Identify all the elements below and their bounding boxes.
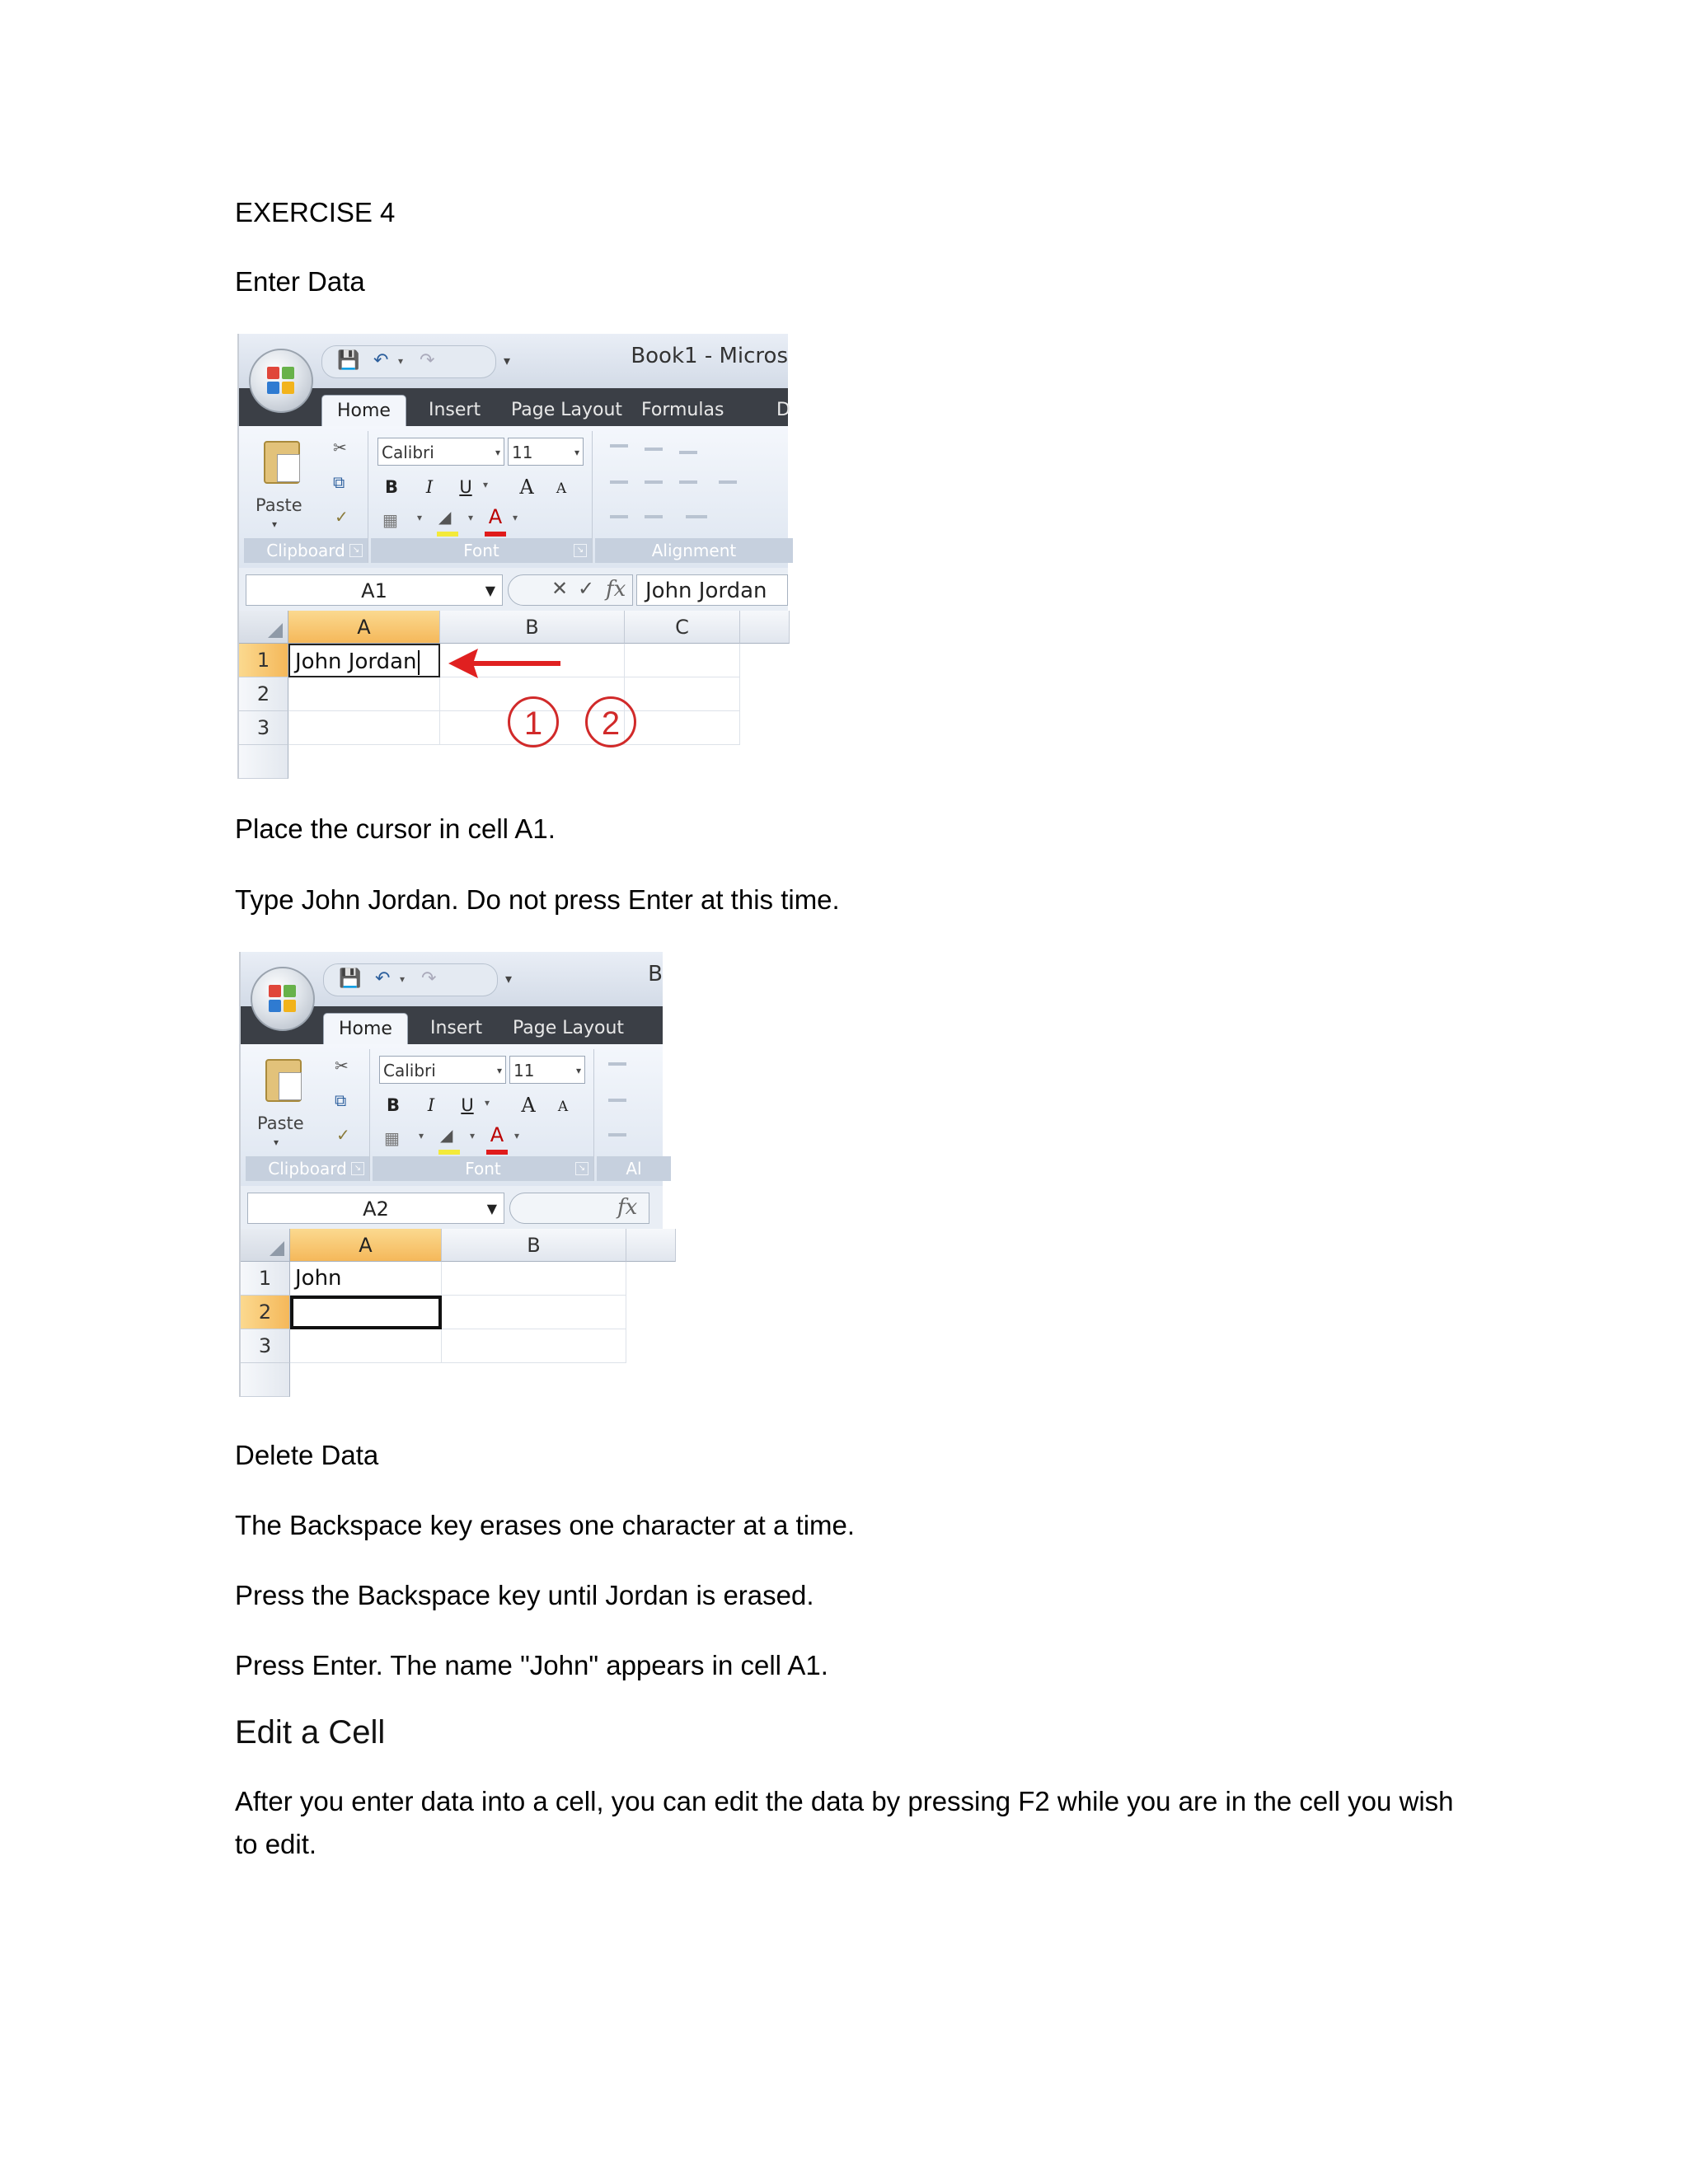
paste-dropdown-icon: ▾ (272, 518, 278, 530)
quick-access-toolbar (321, 345, 511, 378)
fill-color-bar (437, 532, 458, 537)
row-header-1: 1 (241, 1262, 290, 1296)
save-icon: 💾 (337, 350, 360, 371)
italic-button: I (427, 1095, 435, 1115)
quick-access-toolbar (323, 963, 513, 996)
step-2-text: Type John Jordan. Do not press Enter at this time. (235, 884, 840, 915)
increase-indent-icon (645, 515, 663, 518)
align-center-icon (645, 480, 663, 484)
formula-controls (509, 1193, 649, 1224)
fill-color-icon: ◢ (438, 507, 452, 527)
row-header-2: 2 (239, 677, 288, 711)
font-group-label: Font (373, 1156, 593, 1181)
name-box-value: A1 (361, 579, 387, 602)
name-box-value: A2 (363, 1197, 389, 1221)
underline-button: U (461, 1095, 474, 1115)
copy-icon: ⧉ (335, 1090, 347, 1110)
chevron-down-icon: ▾ (485, 1097, 490, 1108)
section-delete-data: Delete Data (235, 1440, 379, 1470)
align-right-icon (679, 480, 697, 484)
decrease-indent-icon (610, 515, 628, 518)
dialog-launcher-icon: ↘ (574, 544, 587, 557)
align-top-icon (608, 1062, 626, 1066)
row-header-2: 2 (241, 1296, 290, 1329)
alignment-group-label: Alignment (595, 538, 793, 563)
align-top-icon (610, 444, 628, 448)
align-left-icon (610, 480, 628, 484)
cell-a2 (288, 677, 440, 711)
tab-page-layout: Page Layout (513, 1018, 625, 1038)
formula-value: John Jordan (636, 574, 788, 606)
fx-icon: fx (606, 577, 626, 602)
chevron-down-icon: ▾ (575, 1065, 581, 1076)
tab-home: Home (323, 1013, 408, 1045)
font-size-box (509, 1056, 585, 1084)
cell-c2 (625, 677, 740, 711)
ribbon (241, 1044, 663, 1187)
customize-qat-icon: ▾ (505, 971, 513, 987)
ribbon-tabs (239, 388, 788, 426)
align-left-icon (608, 1099, 626, 1102)
cell-c3 (625, 711, 740, 745)
dialog-launcher-icon: ↘ (575, 1162, 588, 1175)
chevron-down-icon: ▼ (486, 1201, 497, 1216)
enter-check-icon: ✓ (578, 577, 595, 600)
shrink-font-button: A (556, 480, 567, 497)
office-button (251, 967, 315, 1031)
font-size-box (508, 438, 584, 466)
formula-bar (239, 568, 788, 612)
alignment-group (597, 1049, 671, 1181)
column-header-a: A (288, 611, 440, 644)
tab-page-layout: Page Layout (511, 400, 623, 420)
tab-home: Home (321, 395, 406, 427)
red-arrow-icon (448, 645, 564, 682)
borders-icon: ▦ (384, 1128, 400, 1148)
excel-screenshot-enter-data (237, 334, 788, 779)
edit-instructions: After you enter data into a cell, you can edit the data by pressing F2 while you are in the cell you wish to edit. (235, 1786, 1454, 1859)
format-painter-icon: ✓ (335, 507, 349, 527)
window-title: B (648, 962, 663, 987)
paste-icon (264, 441, 300, 484)
cell-a1-value: John (295, 1266, 342, 1291)
tab-insert: Insert (430, 1018, 483, 1038)
step-1-text: Place the cursor in cell A1. (235, 813, 556, 844)
column-header-d-partial (740, 611, 790, 644)
fill-color-bar (438, 1150, 460, 1155)
section-enter-data: Enter Data (235, 266, 365, 297)
font-color-button: A (488, 505, 503, 528)
chevron-down-icon: ▾ (419, 1130, 424, 1141)
italic-button: I (425, 477, 434, 497)
formula-bar (241, 1186, 663, 1230)
font-size-value: 11 (513, 1061, 535, 1080)
row-header-1: 1 (239, 644, 288, 677)
save-icon: 💾 (339, 968, 362, 989)
redo-icon: ↷ (420, 350, 435, 371)
grow-font-button: A (519, 476, 534, 499)
column-header-b: B (442, 1229, 626, 1262)
dialog-launcher-icon: ↘ (351, 1162, 364, 1175)
chevron-down-icon: ▾ (574, 447, 579, 458)
window-title: Book1 - Micros (631, 344, 788, 368)
underline-button: U (459, 477, 472, 497)
cut-icon: ✂ (335, 1056, 349, 1076)
tab-insert: Insert (429, 400, 481, 420)
font-color-button: A (490, 1123, 504, 1146)
clipboard-group (246, 1049, 370, 1181)
format-painter-icon: ✓ (336, 1125, 350, 1145)
font-group-label: Font (371, 538, 592, 563)
cell-b2 (442, 1296, 626, 1329)
chevron-down-icon: ▾ (470, 1130, 476, 1141)
column-header-c: C (625, 611, 740, 644)
chevron-down-icon: ▾ (514, 1130, 520, 1141)
column-header-a: A (290, 1229, 442, 1262)
paste-label: Paste (257, 1113, 304, 1133)
delete-step-1: The Backspace key erases one character at a time. (235, 1510, 856, 1540)
font-color-bar (486, 1150, 508, 1155)
ribbon (239, 426, 788, 569)
tab-data-partial: D (776, 400, 790, 420)
cell-b1 (442, 1262, 626, 1296)
merge-icon (719, 480, 737, 484)
chevron-down-icon: ▾ (417, 512, 423, 523)
font-group (373, 1049, 594, 1181)
office-logo-icon (267, 367, 295, 395)
font-group (371, 431, 593, 563)
select-all-corner (241, 1229, 290, 1262)
cell-a1 (288, 644, 440, 677)
font-size-value: 11 (512, 443, 533, 462)
office-button (249, 349, 313, 413)
callout-2: 2 (585, 696, 636, 748)
bold-button: B (386, 1095, 400, 1115)
chevron-down-icon: ▾ (483, 479, 489, 490)
paste-label: Paste (256, 495, 302, 515)
office-logo-icon (269, 985, 297, 1013)
shrink-font-button: A (557, 1099, 569, 1115)
cell-b3 (442, 1329, 626, 1363)
font-name-box (379, 1056, 506, 1084)
bold-button: B (384, 477, 398, 497)
chevron-down-icon: ▾ (513, 512, 518, 523)
clipboard-group-label: Clipboard (246, 1156, 369, 1181)
font-name-value: Calibri (383, 1061, 436, 1080)
heading-edit-a-cell: Edit a Cell (235, 1714, 386, 1750)
undo-icon: ↶ (375, 968, 391, 989)
row-header-3: 3 (241, 1329, 290, 1363)
row-header-4-partial (239, 745, 288, 779)
orientation-icon (686, 515, 707, 518)
chevron-down-icon: ▾ (495, 447, 500, 458)
worksheet-grid (241, 1229, 663, 1402)
excel-screenshot-after-enter (239, 952, 663, 1397)
font-color-bar (485, 532, 506, 537)
undo-dropdown-icon: ▾ (398, 355, 404, 367)
grow-font-button: A (521, 1094, 536, 1117)
borders-icon: ▦ (382, 510, 398, 530)
row-header-3: 3 (239, 711, 288, 745)
column-header-b: B (440, 611, 625, 644)
cell-a1-value: John Jordan (295, 649, 417, 674)
chevron-down-icon: ▾ (468, 512, 474, 523)
formula-controls (508, 574, 633, 606)
select-all-corner (239, 611, 288, 644)
delete-step-2: Press the Backspace key until Jordan is erased. (235, 1580, 814, 1610)
fx-icon: fx (617, 1195, 638, 1220)
cell-a2-selected (290, 1296, 442, 1329)
cell-c1 (625, 644, 740, 677)
row-header-4-partial (241, 1363, 290, 1397)
cancel-icon: ✕ (551, 577, 569, 600)
copy-icon: ⧉ (333, 472, 345, 492)
cell-a3 (288, 711, 440, 745)
undo-icon: ↶ (373, 350, 389, 371)
cell-a3 (290, 1329, 442, 1363)
redo-icon: ↷ (421, 968, 437, 989)
decrease-indent-icon (608, 1133, 626, 1137)
align-bottom-icon (679, 451, 697, 454)
alignment-group (595, 431, 793, 563)
align-middle-icon (645, 448, 663, 451)
title-bar (239, 334, 788, 388)
name-box (246, 574, 503, 606)
paste-dropdown-icon: ▾ (274, 1137, 279, 1148)
text-cursor (418, 650, 420, 675)
exercise-title: EXERCISE 4 (235, 197, 396, 227)
dialog-launcher-icon: ↘ (349, 544, 363, 557)
chevron-down-icon: ▼ (485, 583, 495, 598)
clipboard-group (244, 431, 368, 563)
cell-a1 (290, 1262, 442, 1296)
clipboard-group-label: Clipboard (244, 538, 368, 563)
cut-icon: ✂ (333, 438, 347, 457)
customize-qat-icon: ▾ (504, 353, 511, 368)
name-box (247, 1193, 504, 1224)
worksheet-grid (239, 611, 788, 784)
delete-step-3: Press Enter. The name "John" appears in cell A1. (235, 1650, 828, 1680)
font-name-box (377, 438, 504, 466)
font-name-value: Calibri (382, 443, 434, 462)
fill-color-icon: ◢ (440, 1125, 453, 1145)
paste-icon (265, 1059, 302, 1102)
tab-formulas: Formulas (641, 400, 724, 420)
alignment-group-label: Al (597, 1156, 671, 1181)
chevron-down-icon: ▾ (496, 1065, 502, 1076)
undo-dropdown-icon: ▾ (400, 973, 406, 985)
callout-1: 1 (508, 696, 559, 748)
column-header-c-partial (626, 1229, 676, 1262)
